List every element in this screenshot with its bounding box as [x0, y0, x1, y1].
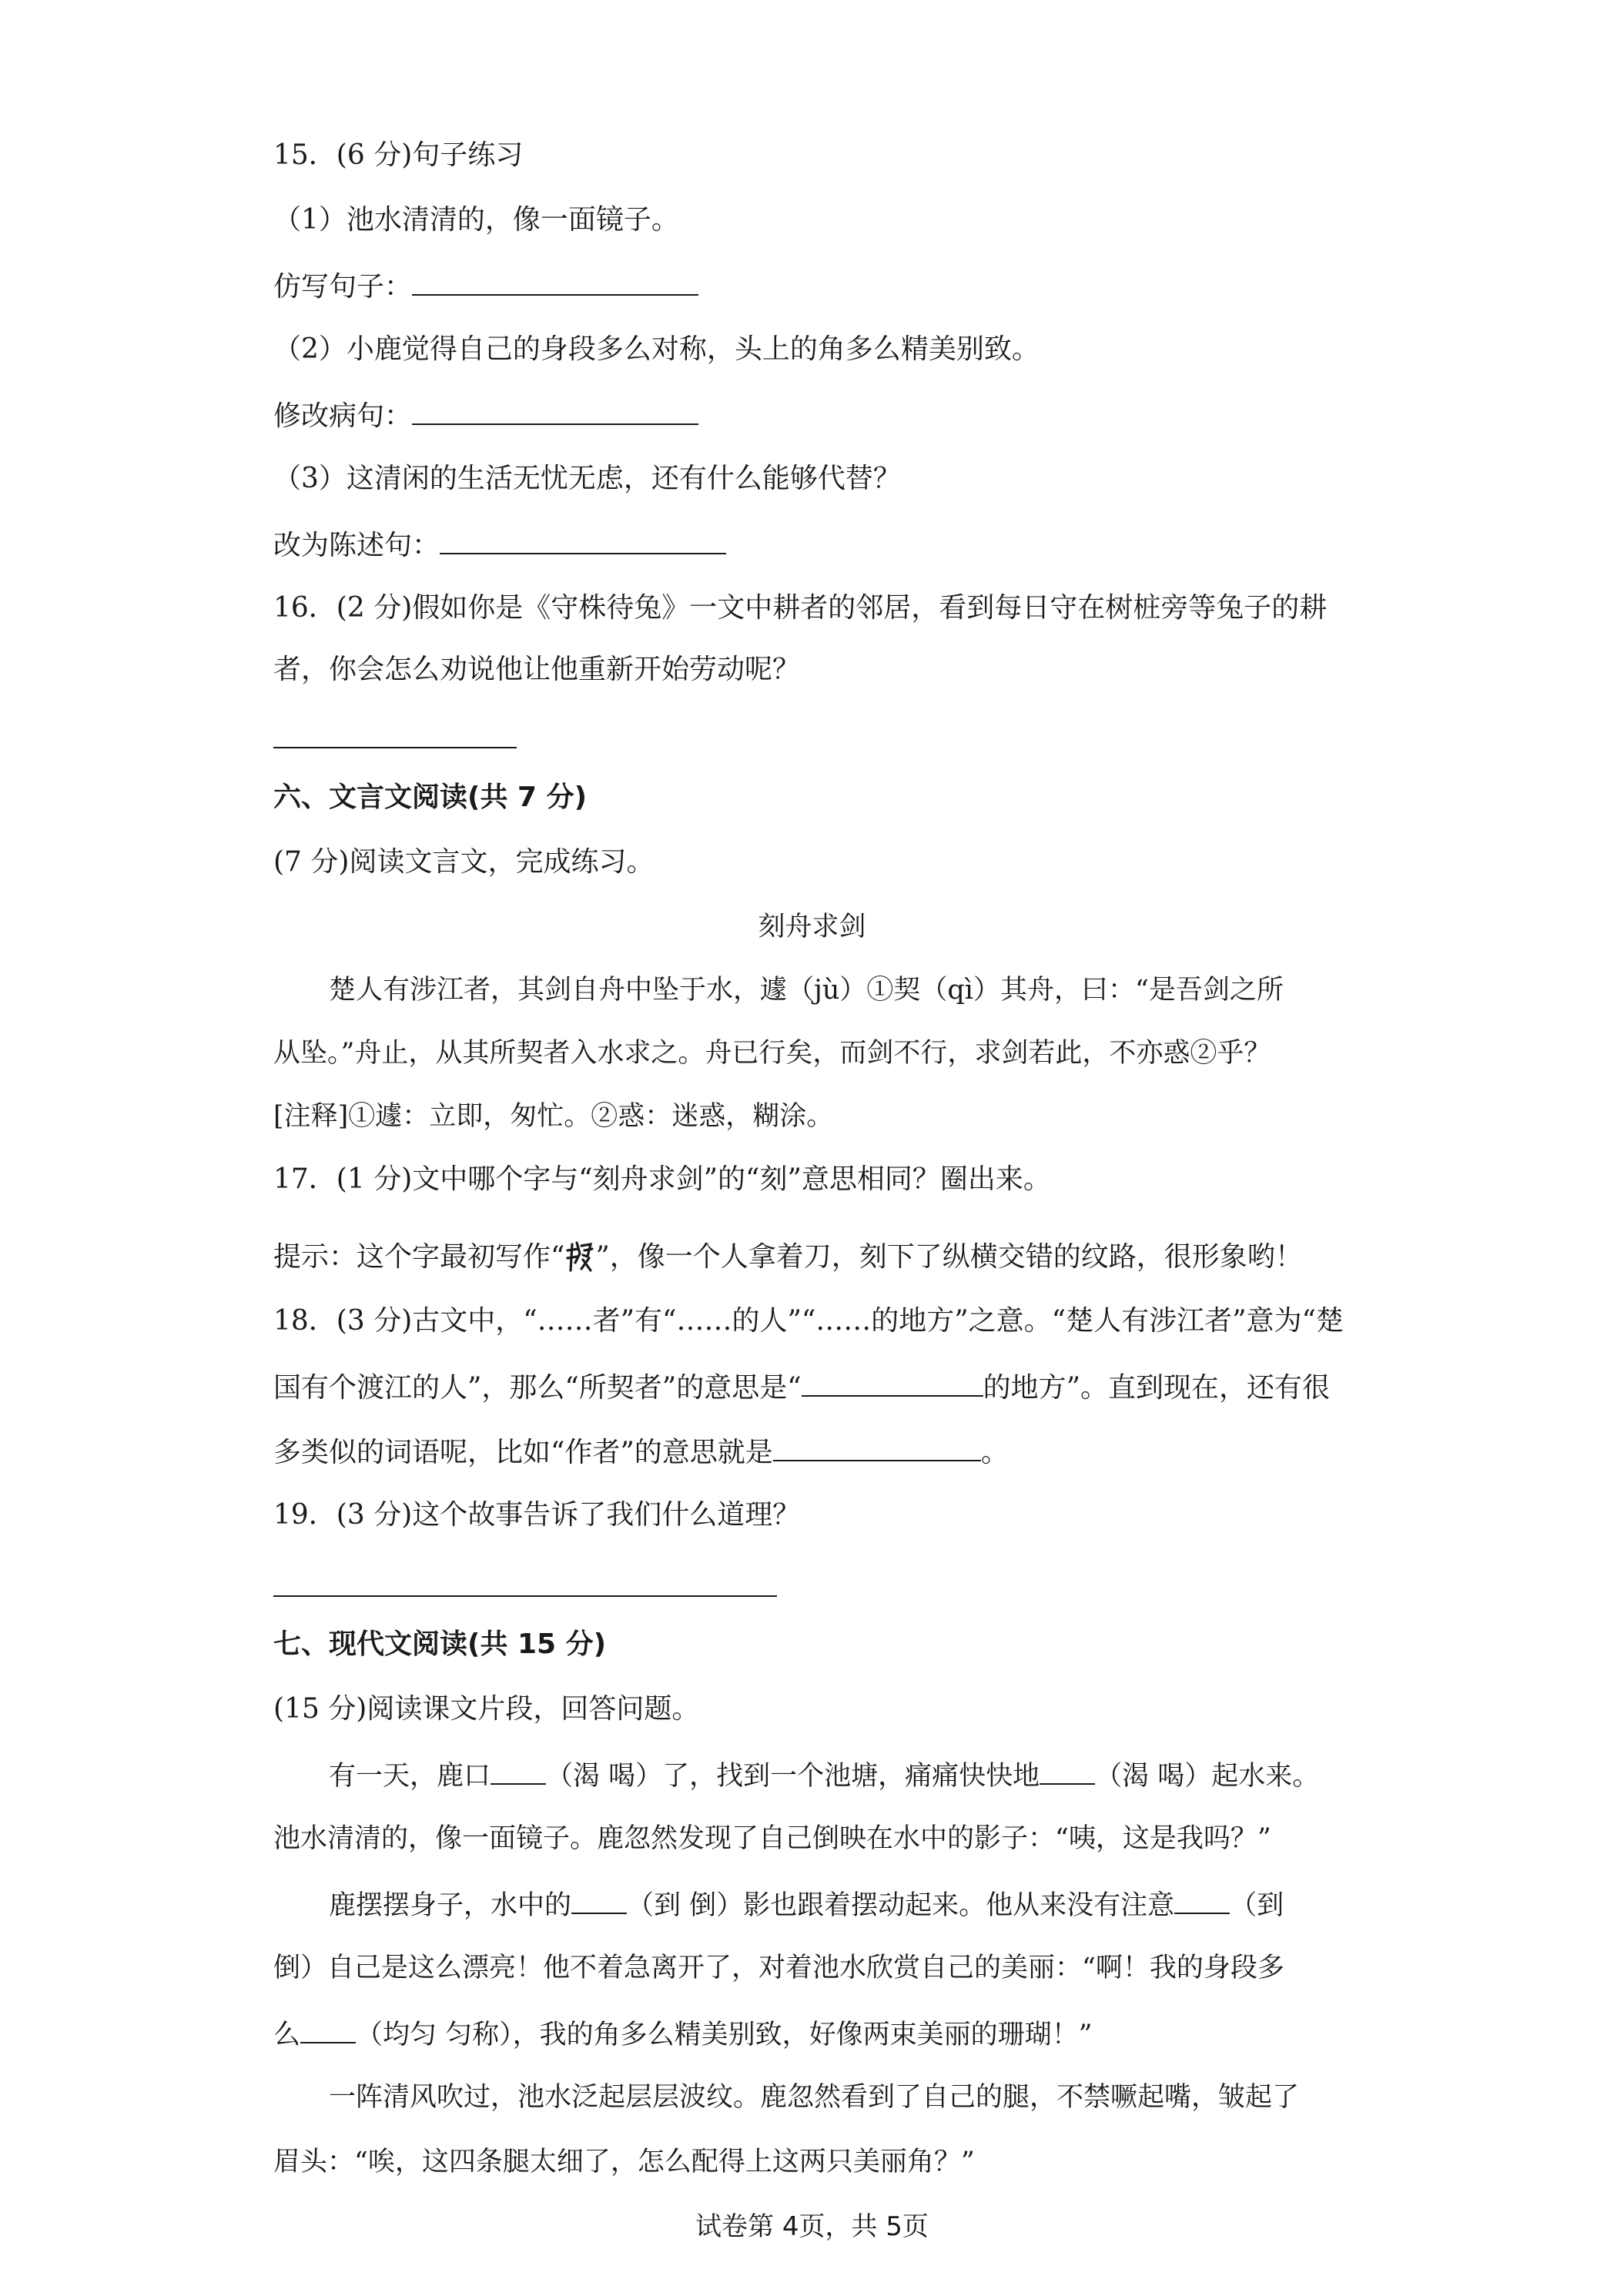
q18-line-3-after: 。	[980, 1437, 1009, 1468]
q18-line-2	[273, 1369, 1330, 1405]
answer-blank[interactable]	[491, 1757, 546, 1785]
answer-blank[interactable]	[412, 268, 698, 296]
answer-blank[interactable]	[1040, 1757, 1095, 1785]
q17-hint-after: ”，像一个人拿着刀，刻下了纵横交错的纹路，很形象哟！	[595, 1241, 1303, 1273]
answer-blank[interactable]	[773, 1434, 981, 1461]
text: 么	[273, 2020, 301, 2050]
q18-line-2-after: 的地方”。直到现在，还有很	[983, 1372, 1331, 1404]
passage-title: 刻舟求剑	[758, 912, 866, 942]
answer-blank[interactable]	[571, 1886, 627, 1914]
text: （渴 喝）起水来。	[1095, 1761, 1320, 1792]
text: （渴 喝）了，找到一个池塘，痛痛快快地	[546, 1761, 1040, 1792]
q15-answer-row-2	[273, 397, 698, 433]
q18-line-3	[273, 1434, 1009, 1470]
reading-line-3	[329, 1886, 1284, 1923]
section-7-intro: (15 分)阅读课文片段，回答问题。	[273, 1693, 700, 1725]
q16-answer-line[interactable]	[273, 747, 517, 748]
q16-line-2: 者，你会怎么劝说他让他重新开始劳动呢？	[273, 654, 801, 685]
q15-sentence-3: （3）这清闲的生活无忧无虑，还有什么能够代替？	[273, 463, 901, 494]
q15-prompt-2: 修改病句：	[273, 400, 413, 432]
passage-line-1: 楚人有涉江者，其剑自舟中坠于水，遽（jù）①契（qì）其舟，曰：“是吾剑之所	[329, 975, 1284, 1006]
reading-line-2: 池水清清的，像一面镜子。鹿忽然发现了自己倒映在水中的影子：“咦，这是我吗？”	[273, 1823, 1271, 1854]
text: （到	[1230, 1890, 1284, 1921]
text: 鹿摆摆身子，水中的	[329, 1890, 572, 1921]
page-footer: 试卷第 4页，共 5页	[695, 2211, 929, 2242]
q15-title: 15．(6 分)句子练习	[273, 139, 524, 171]
q19-answer-line[interactable]	[273, 1595, 777, 1597]
reading-line-6: 一阵清风吹过，池水泛起层层波纹。鹿忽然看到了自己的腿，不禁噘起嘴，皱起了	[329, 2082, 1300, 2113]
reading-line-5	[273, 2016, 1093, 2052]
q16-line-1: 16．(2 分)假如你是《守株待兔》一文中耕者的邻居，看到每日守在树桩旁等兔子的耕	[273, 592, 1328, 624]
q15-answer-row-1	[273, 268, 698, 304]
q18-line-3-before: 多类似的词语呢，比如“作者”的意思就是	[273, 1437, 773, 1468]
answer-blank[interactable]	[440, 527, 726, 554]
answer-blank[interactable]	[412, 397, 698, 425]
answer-blank[interactable]	[300, 2016, 356, 2043]
section-6-heading: 六、文言文阅读(共 7 分)	[273, 782, 588, 813]
reading-line-4: 倒）自己是这么漂亮！他不着急离开了，对着池水欣赏自己的美丽：“啊！我的身段多	[273, 1953, 1284, 1983]
q17-title: 17．(1 分)文中哪个字与“刻舟求剑”的“刻”意思相同？圈出来。	[273, 1163, 1051, 1195]
q17-hint	[273, 1240, 1303, 1274]
passage-note: [注释]①遽：立即，匆忙。②惑：迷惑，糊涂。	[273, 1101, 834, 1132]
q15-answer-row-3	[273, 527, 726, 563]
q15-sentence-2: （2）小鹿觉得自己的身段多么对称，头上的角多么精美别致。	[273, 333, 1040, 365]
reading-line-7: 眉头：“唉，这四条腿太细了，怎么配得上这两只美丽角？”	[273, 2147, 975, 2177]
text: 有一天，鹿口	[329, 1761, 491, 1792]
q15-prompt-3: 改为陈述句：	[273, 530, 440, 561]
answer-blank[interactable]	[802, 1369, 983, 1397]
q18-line-1: 18．(3 分)古文中，“……者”有“……的人”“……的地方”之意。“楚人有涉江者”意为“楚	[273, 1305, 1344, 1337]
passage-line-2: 从坠。”舟止，从其所契者入水求之。舟已行矣，而剑不行，求剑若此，不亦惑②乎？	[273, 1038, 1271, 1069]
q15-sentence-1: （1）池水清清的，像一面镜子。	[273, 204, 679, 236]
answer-blank[interactable]	[1174, 1886, 1230, 1914]
q15-prompt-1: 仿写句子：	[273, 271, 413, 303]
section-6-intro: (7 分)阅读文言文，完成练习。	[273, 846, 655, 878]
q19-title: 19．(3 分)这个故事告诉了我们什么道理？	[273, 1499, 801, 1531]
q17-hint-before: 提示：这个字最初写作“	[273, 1241, 565, 1273]
reading-line-1	[329, 1757, 1319, 1793]
ancient-character-glyph-icon	[564, 1240, 595, 1274]
text: （到 倒）影也跟着摆动起来。他从来没有注意	[627, 1890, 1175, 1921]
section-7-heading: 七、现代文阅读(共 15 分)	[273, 1628, 607, 1660]
text: （均匀 匀称），我的角多么精美别致，好像两束美丽的珊瑚！”	[356, 2020, 1093, 2050]
q18-line-2-before: 国有个渡江的人”，那么“所契者”的意思是“	[273, 1372, 802, 1404]
